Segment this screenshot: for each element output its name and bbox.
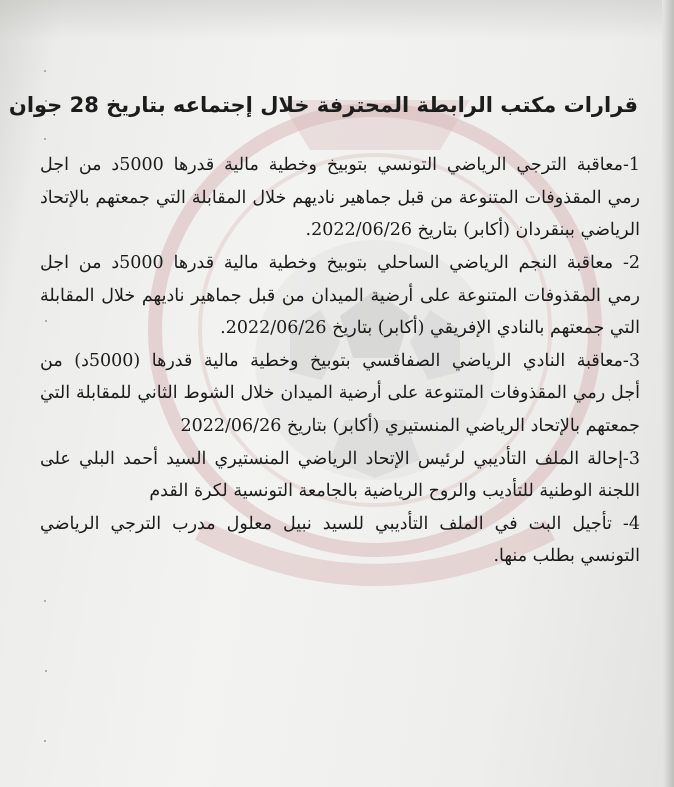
- document-title: قرارات مكتب الرابطة المحترفة خلال إجتماعه بتاريخ 28 جوان: [8, 93, 638, 117]
- body-line: 1-معاقبة الترجي الرياضي التونسي بتوبيخ وخطية مالية قدرها 5000د من اجل: [40, 155, 640, 176]
- page-top-shadow: [0, 0, 674, 40]
- body-line: الرياضي ببنقردان (أكابر) بتاريخ 2022/06/26.: [305, 220, 640, 241]
- body-line: 4- تأجيل البت في الملف التأديبي للسيد نبيل معلول مدرب الترجي الرياضي: [40, 513, 640, 534]
- body-line: 3-معاقبة النادي الرياضي الصفاقسي بتوبيخ وخطية مالية قدرها (5000د) من: [40, 350, 640, 371]
- body-line: 2- معاقبة النجم الرياضي الساحلي بتوبيخ وخطية مالية قدرها 5000د من اجل: [40, 253, 640, 274]
- body-line: جمعتهم بالإتحاد الرياضي المنستيري (أكابر) بتاريخ 2022/06/26: [180, 416, 640, 437]
- document-body: [40, 149, 640, 573]
- body-line: التونسي بطلب منها.: [493, 546, 640, 567]
- body-line: 3-إحالة الملف التأديبي لرئيس الإتحاد الرياضي المنستيري السيد أحمد البلي على: [40, 448, 640, 469]
- body-line: التي جمعتهم بالنادي الإفريقي (أكابر) بتاريخ 2022/06/26.: [220, 318, 640, 339]
- body-line: اللجنة الوطنية للتأديب والروح الرياضية بالجامعة التونسية لكرة القدم: [149, 481, 640, 502]
- decision-document: [8, 92, 640, 573]
- page-right-edge: [662, 0, 674, 787]
- body-line: رمي المقذوفات المتنوعة على أرضية الميدان من قبل جماهير ناديهم خلال المقابلة: [40, 285, 640, 306]
- body-line: أجل رمي المقذوفات المتنوعة على أرضية الميدان خلال الشوط الثاني للمقابلة التي: [40, 383, 640, 404]
- body-line: رمي المقذوفات المتنوعة من قبل جماهير ناديهم خلال المقابلة التي جمعتهم بالإتحاد: [40, 187, 640, 208]
